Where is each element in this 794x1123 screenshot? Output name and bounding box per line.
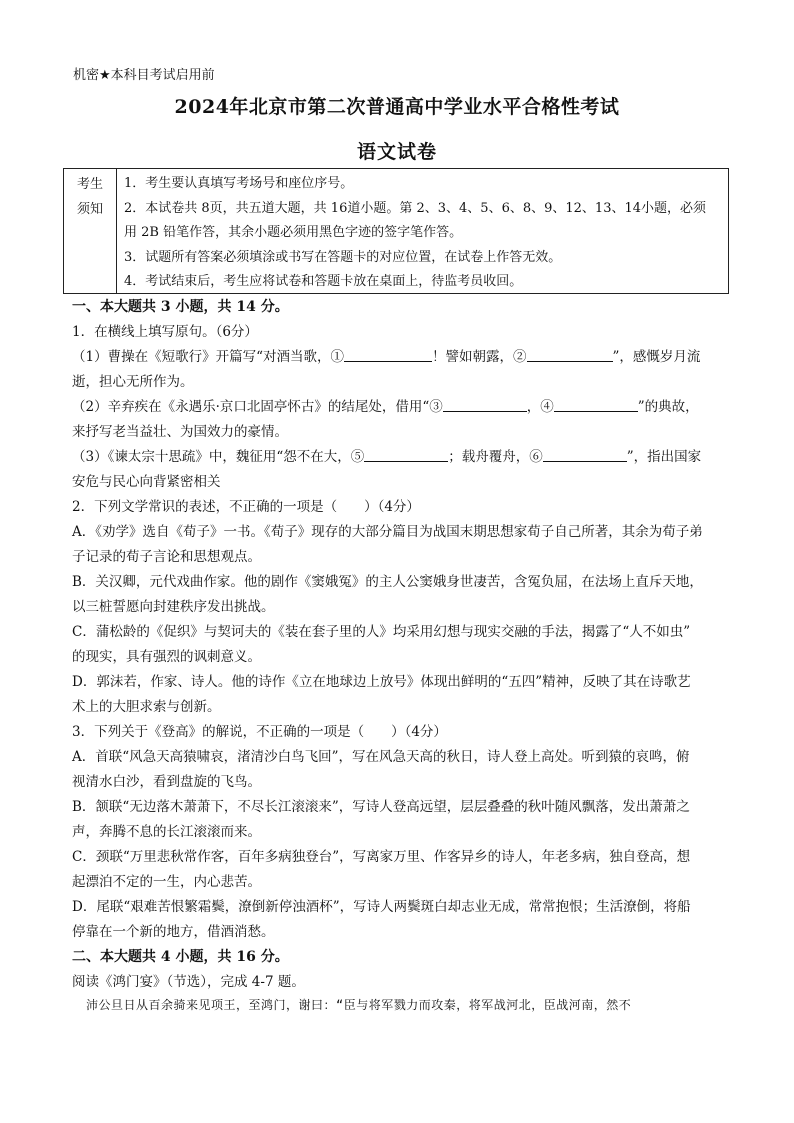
q1-stem: 1．在横线上填写原句。（6分）: [72, 324, 258, 340]
q1-part1-line1: （1）曹操在《短歌行》开篇写“对酒当歌，① ！譬如朝露，② ”，感慨岁月流: [72, 349, 701, 365]
q3-option-c-cont: 起漂泊不定的一生，内心悲苦。: [72, 874, 261, 890]
q1-part3-line1: （3）《谏太宗十思疏》中，魏征用“怨不在大，⑤ ；载舟覆舟，⑥ ”，指出国家: [72, 449, 702, 465]
notice-item: 用 2B 铅笔作答，其余小题必须用黑色字迹的签字笔作答。: [124, 225, 463, 240]
answer-blank-4[interactable]: [554, 397, 638, 412]
q2-option-d: D．郭沫若，作家、诗人。他的诗作《立在地球边上放号》体现出鲜明的“五四”精神，反映了其在诗歌艺: [72, 674, 691, 690]
notice-item: 1．考生要认真填写考场号和座位序号。: [124, 176, 354, 191]
candidate-notice-box: [63, 168, 729, 294]
q2-option-a-cont: 子记录的荀子言论和思想观点。: [72, 549, 261, 565]
q1-part2-line2: 来抒写老当益壮、为国效力的豪情。: [72, 424, 288, 440]
answer-blank-3[interactable]: [443, 397, 527, 412]
q2-stem: 2．下列文学常识的表述，不正确的一项是（ ）（4分）: [72, 499, 420, 515]
q2-option-a: A．《劝学》选自《荀子》一书。《荀子》现存的大部分篇目为战国末期思想家荀子自己所著，其余为荀子弟: [72, 524, 703, 540]
notice-label: [64, 169, 117, 293]
section1-heading: 一、本大题共 3 小题，共 14 分。: [72, 299, 289, 315]
q2-option-c-cont: 的现实，具有强烈的讽刺意义。: [72, 649, 261, 665]
q2-option-c: C．蒲松龄的《促织》与契诃夫的《装在套子里的人》均采用幻想与现实交融的手法，揭露了“人不如虫”: [72, 624, 691, 640]
answer-blank-5[interactable]: [364, 447, 448, 462]
q1-part1-line2: 逝，担心无所作为。: [72, 374, 194, 390]
q3-option-b-cont: 声，奔腾不息的长江滚滚而来。: [72, 824, 261, 840]
q1-part3-line2: 安危与民心向背紧密相关: [72, 474, 221, 490]
answer-blank-1[interactable]: [344, 347, 432, 362]
notice-label-line1: 考生: [76, 177, 103, 192]
notice-item: 2．本试卷共 8页，共五道大题，共 16道小题。第 2、3、4、5、6、8、9、12、13、14小题，必须: [124, 200, 707, 216]
q1-part2-line1: （2）辛弃疾在《永遇乐·京口北固亭怀古》的结尾处，借用“③ ，④ ”的典故，: [72, 399, 699, 415]
q3-option-a: A．首联“风急天高猿啸哀，渚清沙白鸟飞回”，写在风急天高的秋日，诗人登上高处。听到猿的哀鸣，俯: [72, 749, 690, 765]
q2-option-b: B．关汉卿，元代戏曲作家。他的剧作《窦娥冤》的主人公窦娥身世凄苦，含冤负屈，在法场上直斥天地，: [72, 574, 703, 590]
q3-option-d: D．尾联“艰难苦恨繁霜鬓，潦倒新停浊酒杯”，写诗人两鬓斑白却志业无成，常常抱恨；生活潦倒，将船: [72, 899, 691, 915]
q3-option-d-cont: 停靠在一个新的地方，借酒消愁。: [72, 924, 275, 940]
confidential-mark: 机密★本科目考试启用前: [73, 68, 215, 83]
q3-option-c: C．颈联“万里悲秋常作客，百年多病独登台”，写离家万里、作客异乡的诗人，年老多病，独自登高，想: [72, 849, 691, 865]
answer-blank-6[interactable]: [543, 447, 627, 462]
notice-label-line2: 须知: [76, 202, 103, 217]
q2-option-d-cont: 术上的大胆求索与创新。: [72, 699, 221, 715]
notice-items: [124, 172, 724, 295]
passage-text: 沛公旦日从百余骑来见项王，至鸿门，谢曰：“臣与将军戮力而攻秦，将军战河北，臣战河南，然不: [86, 998, 632, 1012]
q3-stem: 3．下列关于《登高》的解说，不正确的一项是（ ）（4分）: [72, 724, 447, 740]
q3-option-a-cont: 视清水白沙，看到盘旋的飞鸟。: [72, 774, 261, 790]
exam-subtitle: 语文试卷: [356, 141, 437, 163]
answer-blank-2[interactable]: [527, 347, 613, 362]
notice-item: 4．考试结束后，考生应将试卷和答题卡放在桌面上，待监考员收回。: [124, 274, 523, 289]
section2-heading: 二、本大题共 4 小题，共 16 分。: [72, 949, 289, 965]
q2-option-b-cont: 以三桩誓愿向封建秩序发出挑战。: [72, 599, 275, 615]
exam-title: 2024年北京市第二次普通高中学业水平合格性考试: [174, 96, 620, 118]
reading-intro: 阅读《鸿门宴》（节选），完成 4-7 题。: [72, 974, 305, 990]
notice-item: 3．试题所有答案必须填涂或书写在答题卡的对应位置，在试卷上作答无效。: [124, 249, 562, 265]
q3-option-b: B．颔联“无边落木萧萧下，不尽长江滚滚来”，写诗人登高远望，层层叠叠的秋叶随风飘落，发出萧萧之: [72, 799, 690, 815]
